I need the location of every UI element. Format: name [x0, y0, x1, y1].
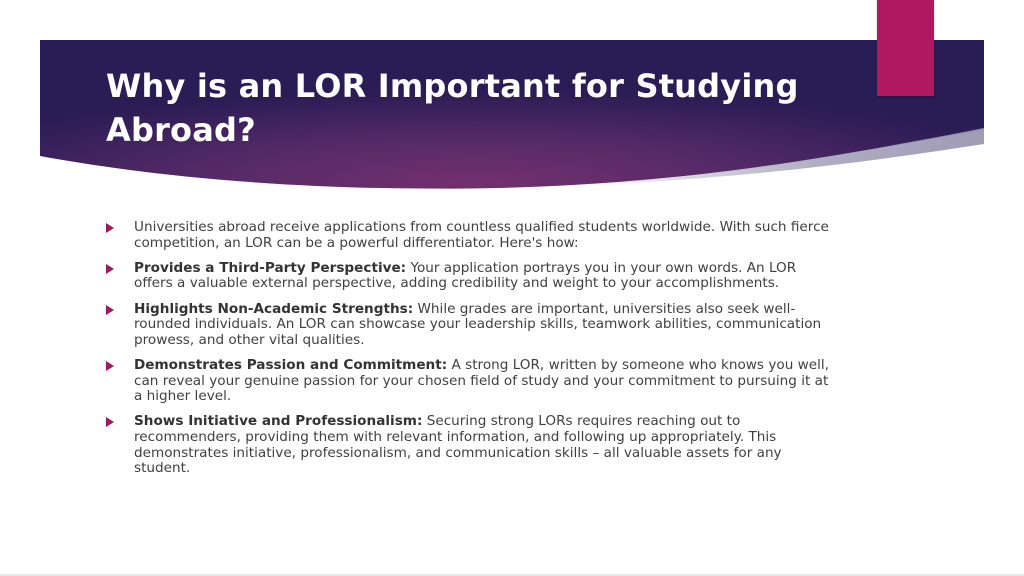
point-title: Shows Initiative and Professionalism:	[134, 413, 423, 430]
triangle-bullet-icon	[106, 361, 114, 371]
point-text: While grades are important, universities also seek well-rounded individuals. An LOR can showcase your leadership skills, teamwork abilities, communication prowess, and other vital qualities.	[134, 300, 822, 348]
point-title: Highlights Non-Academic Strengths:	[134, 300, 414, 317]
triangle-bullet-icon	[106, 264, 114, 274]
triangle-bullet-icon	[106, 223, 114, 233]
point-text: Securing strong LORs requires reaching out to recommenders, providing them with relevant information, and following up appropriately. This demonstrates initiative, professionalism, and communication skills – all valuable assets for any student.	[134, 413, 782, 477]
point-text: Your application portrays you in your own words. An LOR offers a valuable external perspective, adding credibility and weight to your accomplishments.	[134, 259, 797, 292]
point-text: A strong LOR, written by someone who knows you well, can reveal your genuine passion for your chosen field of study and your commitment to pursuing it at a higher level.	[134, 356, 829, 405]
accent-tab	[877, 0, 934, 96]
intro-text: Universities abroad receive applications from countless qualified students worldwide. With such fierce competition, an LOR can be a powerful differentiator. Here's how:	[134, 219, 829, 251]
point-title: Demonstrates Passion and Commitment:	[134, 356, 448, 373]
triangle-bullet-icon	[106, 417, 114, 427]
point-title: Provides a Third-Party Perspective:	[134, 259, 407, 276]
list-item	[106, 220, 836, 251]
triangle-bullet-icon	[106, 305, 114, 315]
list-item	[106, 414, 836, 476]
list-item	[106, 358, 836, 405]
list-item	[106, 261, 836, 292]
bullet-list	[106, 220, 836, 486]
slide-title: Why is an LOR Important for Studying Abroad?	[106, 67, 799, 149]
list-item	[106, 302, 836, 349]
